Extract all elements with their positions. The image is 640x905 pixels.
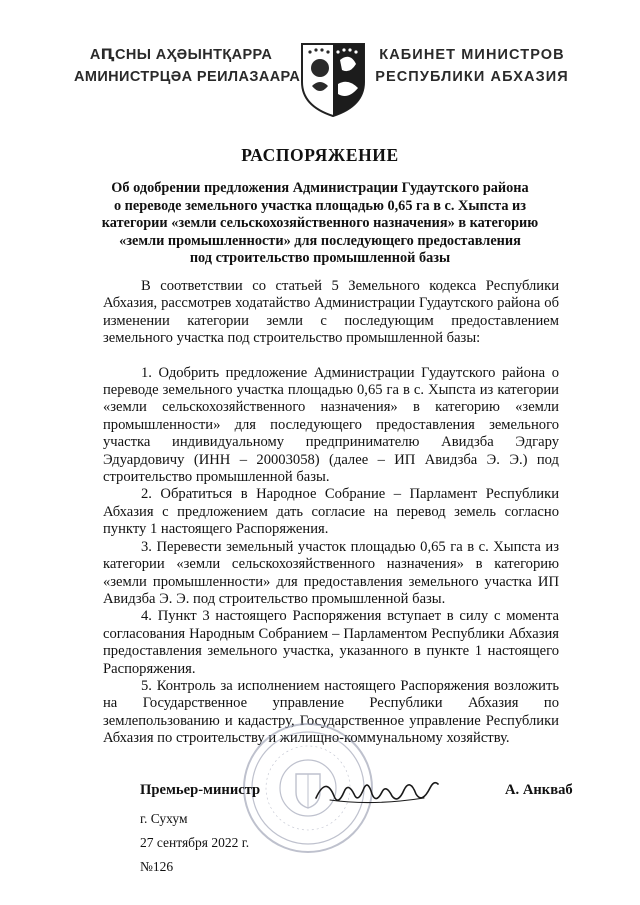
document-date: 27 сентября 2022 г.: [140, 835, 250, 850]
header-left-line1: АԤСНЫ АҲӘЫНТҚАРРА: [89, 47, 273, 63]
signatory-name: А. Анкваб: [505, 782, 573, 798]
signatory-position: Премьер-министр: [140, 782, 261, 798]
item-5: 5. Контроль за исполнением настоящего Распоряжения возложить на Государственное управление Республики Абхазия по землепользованию и кадастру, Государственное управление Республики Абхазия по строительству и жилищно-коммунальному хозяйству.: [103, 677, 559, 747]
item-4: 4. Пункт 3 настоящего Распоряжения вступает в силу с момента согласования Народным Собранием – Парламентом Республики Абхазия предоставления земельного участка, указанного в пункте 1 настоящего Распоряжения.: [103, 608, 559, 677]
intro-paragraph: В соответствии со статьей 5 Земельного кодекса Республики Абхазия, рассмотрев ходатайство Администрации Гудаутского района об изменении категории земли с последующим предоставлением земельного участка под строительство промышленной базы:: [103, 278, 559, 347]
document-subject: [96, 180, 544, 268]
document-city: г. Сухум: [140, 811, 188, 826]
document-number: №126: [140, 859, 174, 874]
handwritten-signature: [312, 770, 442, 812]
header-left-line2: АМИНИСТРЦӘА РЕИЛАЗААРА: [74, 69, 301, 85]
subject-line: «земли промышленности» для последующего предоставления: [119, 232, 521, 249]
document-body: [103, 278, 559, 748]
subject-line: о переводе земельного участка площадью 0,65 га в с. Хыпста из: [113, 197, 527, 214]
document-title: РАСПОРЯЖЕНИЕ: [241, 145, 399, 165]
item-1: 1. Одобрить предложение Администрации Гудаутского района о переводе земельного участка площадью 0,65 га в с. Хыпста из категории «земли сельскохозяйственного назначения» в категорию «земли промышленности» для последующего предоставления земельного участка индивидуальному предпринимателю Авидзба Эдгару Эдуардовичу (ИНН – 20003058) (далее – ИП Авидзба Э. Э.) под строительство промышленной базы.: [103, 364, 559, 486]
header-left-abkhaz: [74, 44, 301, 88]
subject-line: Об одобрении предложения Администрации Гудаутского района: [111, 180, 529, 196]
header-right-russian: [374, 44, 570, 88]
item-3: 3. Перевести земельный участок площадью 0,65 га в с. Хыпста из категории «земли сельскохозяйственного назначения» в категорию «земли промышленности» для предоставления земельного участка ИП Авидзба Э. Э. под строительство промышленной базы.: [103, 538, 559, 607]
header-right-line1: КАБИНЕТ МИНИСТРОВ: [379, 47, 565, 63]
coat-of-arms-emblem: [298, 38, 368, 118]
subject-line: под строительство промышленной базы: [189, 250, 451, 266]
item-2: 2. Обратиться в Народное Собрание – Парламент Республики Абхазия с предложением дать согласие на перевод земель согласно пункту 1 настоящего Распоряжения.: [103, 486, 559, 538]
header-right-line2: РЕСПУБЛИКИ АБХАЗИЯ: [375, 69, 569, 85]
subject-line: категории «земли сельскохозяйственного назначения» в категорию: [101, 215, 539, 231]
